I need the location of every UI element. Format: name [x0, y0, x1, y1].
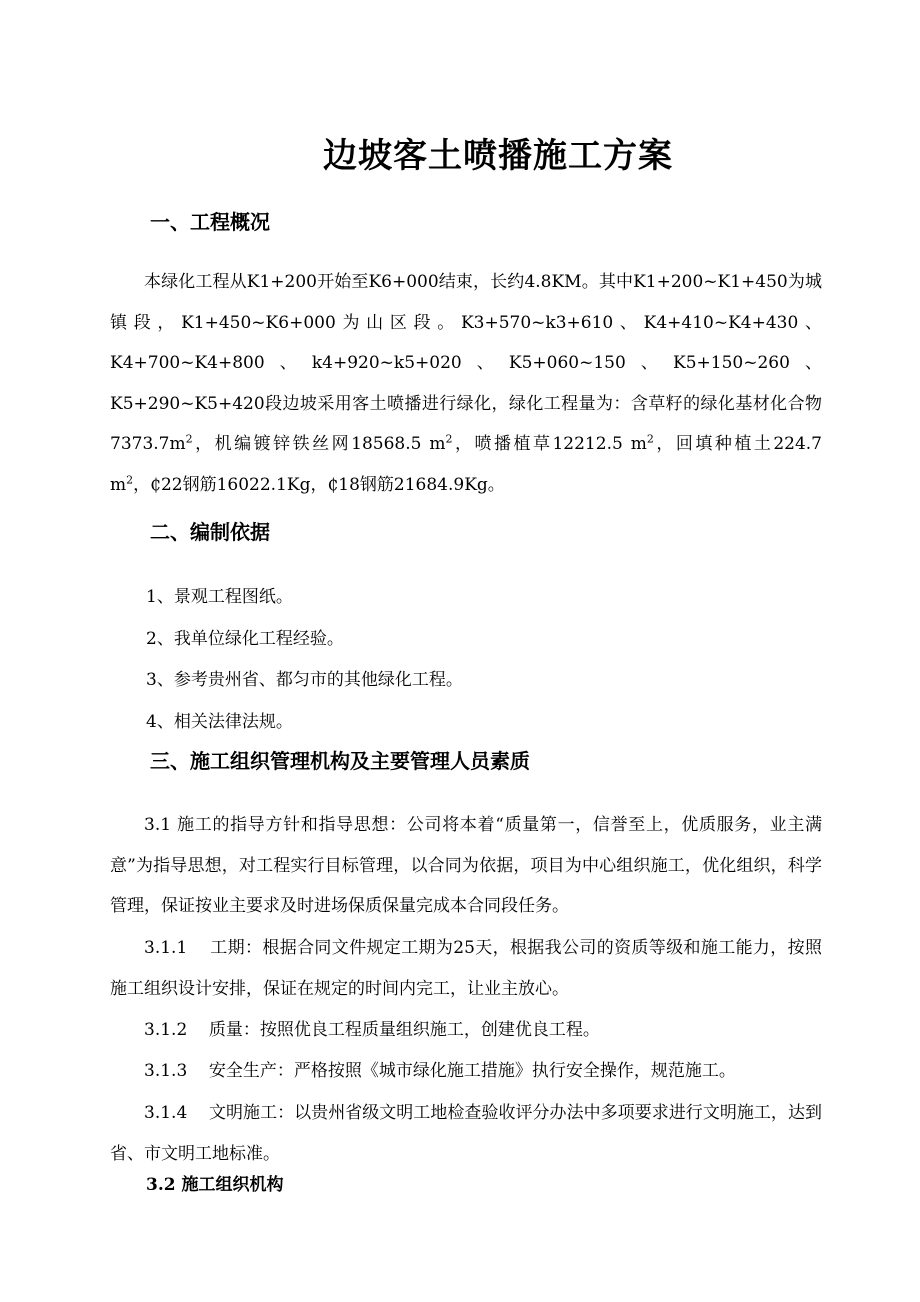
section-1-heading: 一、工程概况: [150, 210, 270, 234]
paragraph-text: 3.1.2 质量：按照优良工程质量组织施工，创建优良工程。: [144, 1020, 600, 1040]
document-title: 边坡客土喷播施工方案: [323, 136, 673, 176]
list-item: 1、景观工程图纸。: [146, 587, 293, 607]
paragraph-text: 3.1.3 安全生产：严格按照《城市绿化施工措施》执行安全操作，规范施工。: [144, 1061, 736, 1081]
section-3-2-heading: 3.2 施工组织机构: [146, 1175, 284, 1195]
list-item: 2、我单位绿化工程经验。: [146, 629, 344, 649]
paragraph-text: 3.1.4 文明施工：以贵州省级文明工地检查验收评分办法中多项要求进行文明施工，达到省、市文明工地标准。: [110, 1103, 822, 1164]
paragraph-text: 3.1.1 工期：根据合同文件规定工期为25天，根据我公司的资质等级和施工能力，按照施工组织设计安排，保证在规定的时间内完工，让业主放心。: [110, 938, 822, 999]
list-item: 4、相关法律法规。: [146, 712, 293, 732]
list-item: 3、参考贵州省、都匀市的其他绿化工程。: [146, 670, 463, 690]
paragraph-text: 3.1 施工的指导方针和指导思想：公司将本着“质量第一，信誉至上，优质服务，业主满意”为指导思想，对工程实行目标管理，以合同为依据，项目为中心组织施工，优化组织，科学管理，保证按业主要求及时进场保质保量完成本合同段任务。: [110, 815, 822, 916]
section-1-paragraph: [110, 262, 822, 505]
section-3-1-4-paragraph: [110, 1093, 822, 1174]
section-3-1-3-paragraph: [110, 1051, 822, 1092]
section-3-heading: 三、施工组织管理机构及主要管理人员素质: [150, 749, 530, 773]
section-3-1-1-paragraph: [110, 928, 822, 1009]
section-3-1-paragraph: [110, 805, 822, 927]
section-3-1-2-paragraph: [110, 1010, 822, 1051]
paragraph-text: 本绿化工程从K1+200开始至K6+000结束，长约4.8KM。其中K1+200~K1+450为城镇段，K1+450~K6+000为山区段。K3+570~k3+610、K4+410~K4+430、K4+700~K4+800、k4+920~k5+020、K5+060~150、K5+150~260、K5+290~K5+420段边坡采用客土喷播进行绿化，绿化工程量为：含草籽的绿化基材化合物$7373.7m^2$，机编镀锌铁丝网18568.5 $m^2$，喷播植草12212.5 $m^2$，回填种植土224.7 $m^2$，₵22钢筋16022.1Kg，₵18钢筋21684.9Kg。: [110, 272, 822, 495]
section-2-heading: 二、编制依据: [150, 520, 270, 544]
